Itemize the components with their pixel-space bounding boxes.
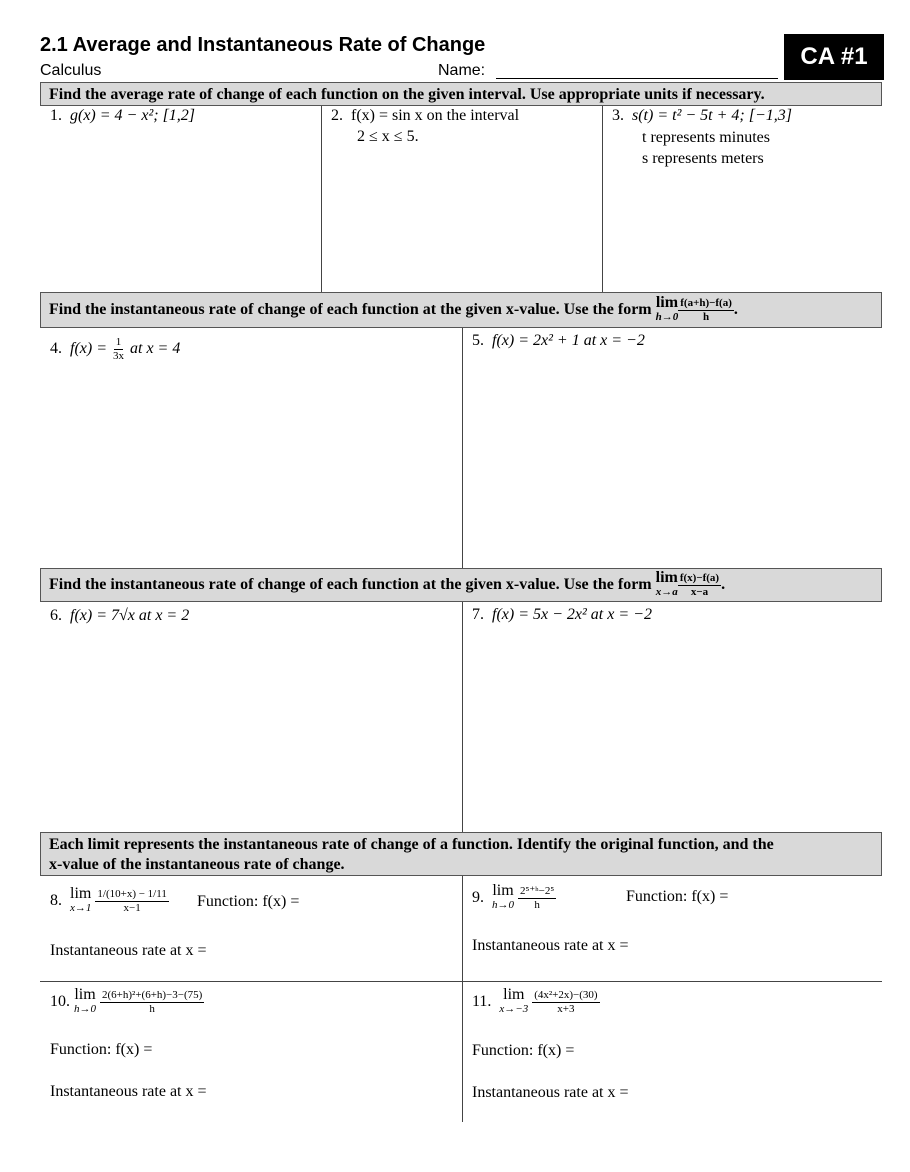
limit-form-fraction: $\frac{f(x)-f(a)}{x-a}$ xyxy=(679,571,720,598)
problem-1: 1. g(x) = 4 − x²; [1,2] xyxy=(50,107,196,124)
section1-instruction: Find the average rate of change of each function on the given interval. Use appropriate units if necessary. xyxy=(40,82,882,106)
problem-2: 2. f(x) = sin x on the interval xyxy=(331,107,520,124)
section4-instruction-bar xyxy=(40,832,882,876)
problem-9-rate-label: Instantaneous rate at x = xyxy=(472,937,629,954)
divider xyxy=(462,876,463,1122)
problem-3-line3: s represents meters xyxy=(642,150,764,167)
problem-10-function-label: Function: f(x) = xyxy=(50,1041,153,1058)
problem-11-rate-label: Instantaneous rate at x = xyxy=(472,1084,629,1101)
problem-2-line1: f(x) = sin x on the interval xyxy=(351,107,520,124)
problem-4: 4. f(x) = $\frac{1}{3x}$ at x = 4 xyxy=(50,336,181,362)
page-title: 2.1 Average and Instantaneous Rate of Change xyxy=(40,34,486,56)
problem-6: 6. f(x) = 7√x at x = 2 xyxy=(50,607,190,624)
name-field[interactable] xyxy=(496,78,778,79)
limit-form: lim h→0 xyxy=(655,294,679,323)
divider xyxy=(40,981,882,982)
divider xyxy=(462,602,463,832)
problem-10: 10. lim h→0 $\frac{\text{2(6+h)²+(6+h)−3−(75)}}{h}$ xyxy=(50,986,203,1015)
problem-8-rate-label: Instantaneous rate at x = xyxy=(50,942,207,959)
problem-10-rate-label: Instantaneous rate at x = xyxy=(50,1083,207,1100)
problem-2-line2: 2 ≤ x ≤ 5. xyxy=(357,128,419,145)
problem-8-function-label: Function: f(x) = xyxy=(197,893,300,910)
subject-label: Calculus xyxy=(40,62,102,79)
section4-instruction-line1: Each limit represents the instantaneous rate of change of a function. Identify the original function, and the xyxy=(49,836,774,853)
section4-instruction-line2: x-value of the instantaneous rate of change. xyxy=(49,856,345,873)
section3-instruction-bar: Find the instantaneous rate of change of each function at the given x-value. Use the form lim x→a $\frac{f(x)-f(a)}{x-a}$ . xyxy=(40,568,882,602)
problem-9: 9. lim h→0 $\frac{\text{2⁵⁺ʰ−2⁵}}{h}$ xyxy=(472,882,555,911)
problem-11: 11. lim x→−3 $\frac{\text{(4x²+2x)−(30)}}{x+3}$ xyxy=(472,986,598,1015)
problem-3-line2: t represents minutes xyxy=(642,129,770,146)
limit-form-fraction: $\frac{f(a+h)-f(a)}{h}$ xyxy=(680,296,732,323)
divider xyxy=(462,328,463,568)
problem-1-expression: g(x) = 4 − x²; [1,2] xyxy=(70,107,196,124)
problem-11-function-label: Function: f(x) = xyxy=(472,1042,575,1059)
assignment-badge: CA #1 xyxy=(784,34,884,80)
problem-3-line1: s(t) = t² − 5t + 4; [−1,3] xyxy=(632,107,792,124)
name-label: Name: xyxy=(438,62,486,79)
problem-9-function-label: Function: f(x) = xyxy=(626,888,729,905)
problem-3: 3. s(t) = t² − 5t + 4; [−1,3] xyxy=(612,107,792,124)
problem-5: 5. f(x) = 2x² + 1 at x = −2 xyxy=(472,332,645,349)
problem-8: 8. lim x→1 $\frac{1/(10+x) - 1/11}{x-1}$ xyxy=(50,885,167,914)
section2-instruction: Find the instantaneous rate of change of each function at the given x-value. Use the form xyxy=(49,301,652,318)
divider xyxy=(602,106,603,292)
divider xyxy=(321,106,322,292)
section2-instruction-bar: Find the instantaneous rate of change of each function at the given x-value. Use the form lim h→0 $\frac{f(a+h)-f(a)}{h}$ . xyxy=(40,292,882,328)
problem-7: 7. f(x) = 5x − 2x² at x = −2 xyxy=(472,606,652,623)
section3-instruction: Find the instantaneous rate of change of each function at the given x-value. Use the form xyxy=(49,576,652,593)
limit-form: lim x→a xyxy=(655,569,678,598)
